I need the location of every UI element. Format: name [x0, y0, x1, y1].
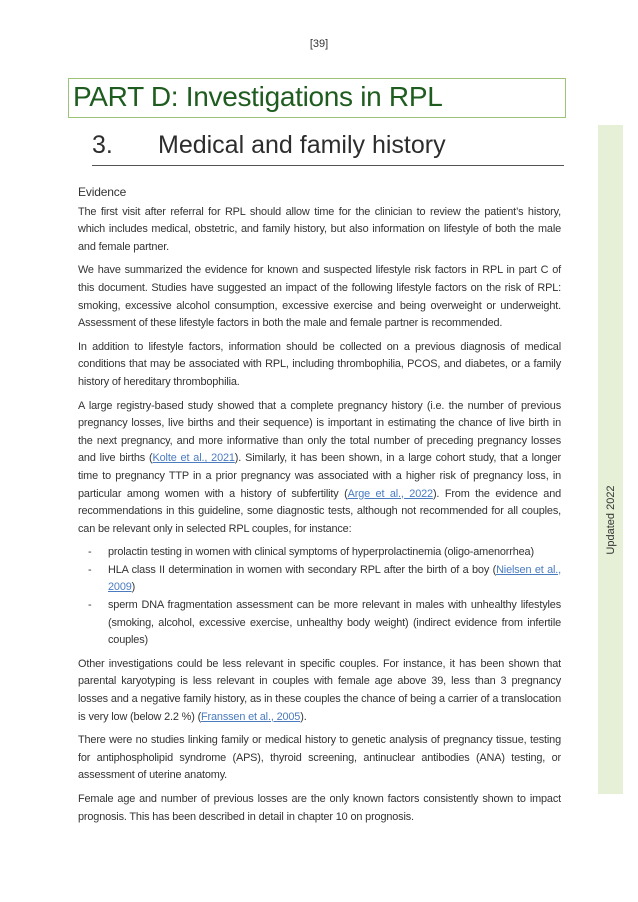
- updated-label: Updated 2022: [604, 485, 617, 555]
- part-title: PART D: Investigations in RPL: [73, 81, 443, 112]
- citation-link-kolte[interactable]: Kolte et al., 2021: [152, 452, 235, 465]
- section-heading-evidence: Evidence: [78, 185, 127, 199]
- paragraph-lifestyle: We have summarized the evidence for known and suspected lifestyle risk factors in RPL in part C of this document. Studies have suggested an impact of the following lifestyle factors on the risk of RPL: smoking, excessive alcohol consumption, excessive exercise and being overweight or underweight. Assessment of these lifestyle factors in both the male and female partner is recommended.: [78, 264, 561, 330]
- paragraph-pregnancy-history: [78, 398, 561, 539]
- chapter-title: Medical and family history: [158, 131, 446, 159]
- text-segment: ). From the evidence and recommendations in this guideline, some diagnostic tests, although not recommended for all couples, can be relevant only in selected RPL couples, for instance:: [78, 487, 562, 535]
- text-segment: A large registry-based study showed that a complete pregnancy history (i.e. the number of previous pregnancy losses, live births and their sequence) is important in estimating the chance of live birth in the next pregnancy, and more informative than only the total number of preceding pregnancy losses and live births (: [78, 399, 561, 465]
- paragraph-other-investigations: [78, 656, 561, 726]
- citation-link-nielsen[interactable]: Nielsen et al., 2009: [108, 563, 562, 594]
- list-item-sperm-dna: - sperm DNA fragmentation assessment can be more relevant in males with unhealthy lifestyles (smoking, alcohol, excessive exercise, unhealthy body weight) (indirect evidence from infertile couples): [78, 597, 561, 650]
- citation-link-arge[interactable]: Arge et al., 2022: [347, 487, 433, 500]
- paragraph-prognosis: Female age and number of previous losses are the only known factors consistently shown to impact prognosis. This has been described in detail in chapter 10 on prognosis.: [78, 793, 561, 823]
- part-title-box: [68, 78, 566, 118]
- paragraph-first-visit: The first visit after referral for RPL should allow time for the clinician to review the patient’s history, which includes medical, obstetric, and family history, but also information on lifestyle of both the male and female partner.: [78, 205, 561, 253]
- diagnostic-tests-list: [78, 544, 561, 650]
- paragraph-no-studies: There were no studies linking family or medical history to genetic analysis of pregnancy tissue, testing for antiphospholipid syndrome (APS), thyroid screening, antinuclear antibodies (ANA) testing, or assessment of uterine anatomy.: [78, 734, 561, 782]
- page-number: [39]: [309, 38, 329, 50]
- text-segment: ). Similarly, it has been shown, in a large cohort study, that a longer time to pregnancy TTP in a prior pregnancy was associated with a higher risk of pregnancy loss, in particular among women with a history of subfertility (: [78, 452, 561, 500]
- text-segment: ): [131, 581, 136, 594]
- paragraph-medical-conditions: In addition to lifestyle factors, information should be collected on a previous diagnosis of medical conditions that may be associated with RPL, including thrombophilia, PCOS, and diabetes, or a family history of hereditary thrombophilia.: [78, 340, 561, 388]
- text-segment: Other investigations could be less relevant in specific couples. For instance, it has been shown that parental karyotyping is less relevant in couples with female age above 39, less than 3 pregnancy losses and a negative family history, as in these couples the chance of being a carrier of a translocation is very low (below 2.2 %) (: [78, 657, 561, 723]
- citation-link-franssen[interactable]: Franssen et al., 2005: [201, 710, 301, 723]
- text-segment: HLA class II determination in women with secondary RPL after the birth of a boy (: [108, 563, 497, 576]
- chapter-heading: [92, 131, 564, 166]
- list-item-prolactin: - prolactin testing in women with clinical symptoms of hyperprolactinemia (oligo-amenorrhea): [78, 544, 561, 562]
- text-segment: ).: [300, 710, 307, 723]
- side-tab: [598, 125, 623, 794]
- main-content: [78, 184, 561, 832]
- chapter-number: 3.: [92, 131, 113, 159]
- list-item-hla: [78, 562, 561, 597]
